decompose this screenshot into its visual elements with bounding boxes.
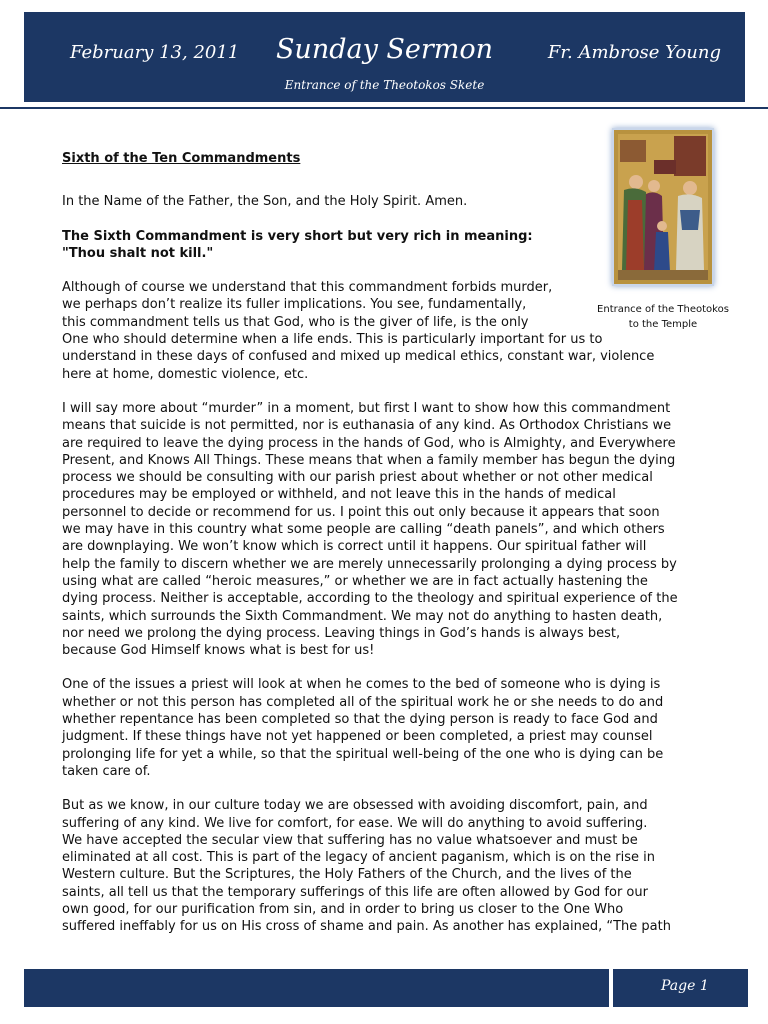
sermon-date: February 13, 2011 — [70, 42, 240, 63]
section-title: Sixth of the Ten Commandments — [62, 151, 301, 166]
text-line: dying process. Neither is acceptable, according to the theology and spiritual experience of the — [62, 591, 678, 607]
text-line: understand in these days of confused and mixed up medical ethics, constant war, violence — [62, 349, 655, 365]
invocation: In the Name of the Father, the Son, and the Holy Spirit. Amen. — [62, 194, 468, 210]
text-line: procedures may be employed or withheld, and not leave this in the hands of medical — [62, 487, 616, 503]
text-line: means that suicide is not permitted, nor is euthanasia of any kind. As Orthodox Christians we — [62, 418, 672, 434]
text-line: One of the issues a priest will look at when he comes to the bed of someone who is dying is — [62, 677, 661, 693]
lead-line: The Sixth Commandment is very short but very rich in meaning: — [62, 228, 533, 244]
page-number-box — [613, 969, 748, 1007]
header-banner — [24, 12, 745, 102]
text-line: I will say more about “murder” in a moment, but first I want to show how this commandment — [62, 400, 671, 416]
text-line: eliminated at all cost. This is part of the legacy of ancient paganism, which is on the rise in — [62, 850, 655, 866]
text-line: own good, for our purification from sin, and in order to bring us closer to the One Who — [62, 901, 624, 917]
text-line: judgment. If these things have not yet happened or been completed, a priest may counsel — [62, 729, 653, 745]
text-line: We have accepted the secular view that suffering has no value whatsoever and must be — [62, 832, 638, 848]
text-line: Western culture. But the Scriptures, the Holy Fathers of the Church, and the lives of the — [62, 867, 632, 883]
text-line: Although of course we understand that this commandment forbids murder, — [62, 280, 553, 296]
text-line: this commandment tells us that God, who is the giver of life, is the only — [62, 314, 529, 330]
sermon-body — [62, 150, 724, 936]
text-line: because God Himself knows what is best for us! — [62, 643, 375, 659]
text-line: whether repentance has been completed so that the dying person is ready to face God and — [62, 712, 658, 728]
text-line: are downplaying. We won’t know which is correct until it happens. Our spiritual father will — [62, 539, 647, 555]
icon-caption-line: Entrance of the Theotokos — [597, 304, 729, 315]
paragraph-4 — [62, 797, 724, 935]
paragraph-2 — [62, 400, 724, 659]
lead-statement — [62, 228, 724, 263]
text-line: saints, all tell us that the temporary sufferings of this life are often allowed by God for our — [62, 884, 648, 900]
text-line: But as we know, in our culture today we are obsessed with avoiding discomfort, pain, and — [62, 798, 648, 814]
text-line: using what are called “heroic measures,” or whether we are in fact actually hastening the — [62, 573, 648, 589]
lead-line: "Thou shalt not kill." — [62, 245, 214, 261]
text-line: taken care of. — [62, 763, 151, 779]
text-line: here at home, domestic violence, etc. — [62, 366, 309, 382]
header-divider — [0, 107, 768, 109]
text-line: saints, which surrounds the Sixth Commandment. We may not do anything to hasten death, — [62, 608, 663, 624]
page-number: Page 1 — [661, 978, 709, 994]
paragraph-3 — [62, 676, 724, 780]
text-line: process we should be consulting with our parish priest about whether or not other medical — [62, 470, 653, 486]
page-subtitle: Entrance of the Theotokos Skete — [284, 78, 485, 92]
text-line: prolonging life for yet a while, so that the spiritual well-being of the one who is dying can be — [62, 746, 664, 762]
text-line: whether or not this person has completed all of the spiritual work he or she needs to do and — [62, 694, 664, 710]
paragraph-1 — [62, 279, 724, 383]
text-line: we may have in this country what some people are calling “death panels”, and which others — [62, 522, 665, 538]
author-name: Fr. Ambrose Young — [547, 42, 721, 63]
icon-caption-line: to the Temple — [628, 319, 698, 330]
page-title: Sunday Sermon — [275, 34, 494, 65]
text-line: we perhaps don’t realize its fuller implications. You see, fundamentally, — [62, 297, 527, 313]
text-line: nor need we prolong the dying process. Leaving things in God’s hands is always best, — [62, 625, 621, 641]
text-line: personnel to decide or recommend for us. I point this out only because it appears that soon — [62, 504, 660, 520]
text-line: suffered ineffably for us on His cross of shame and pain. As another has explained, “The path — [62, 919, 671, 935]
text-line: One who should determine when a life ends. This is particularly important for us to — [62, 332, 603, 348]
text-line: Present, and Knows All Things. These means that when a family member has begun the dying — [62, 452, 676, 468]
footer-bar — [24, 969, 609, 1007]
text-line: help the family to discern whether we are merely unnecessarily prolonging a dying process by — [62, 556, 677, 572]
text-line: are required to leave the dying process in the hands of God, who is Almighty, and Everywhere — [62, 435, 676, 451]
text-line: suffering of any kind. We live for comfort, for ease. We will do anything to avoid suffering. — [62, 815, 648, 831]
